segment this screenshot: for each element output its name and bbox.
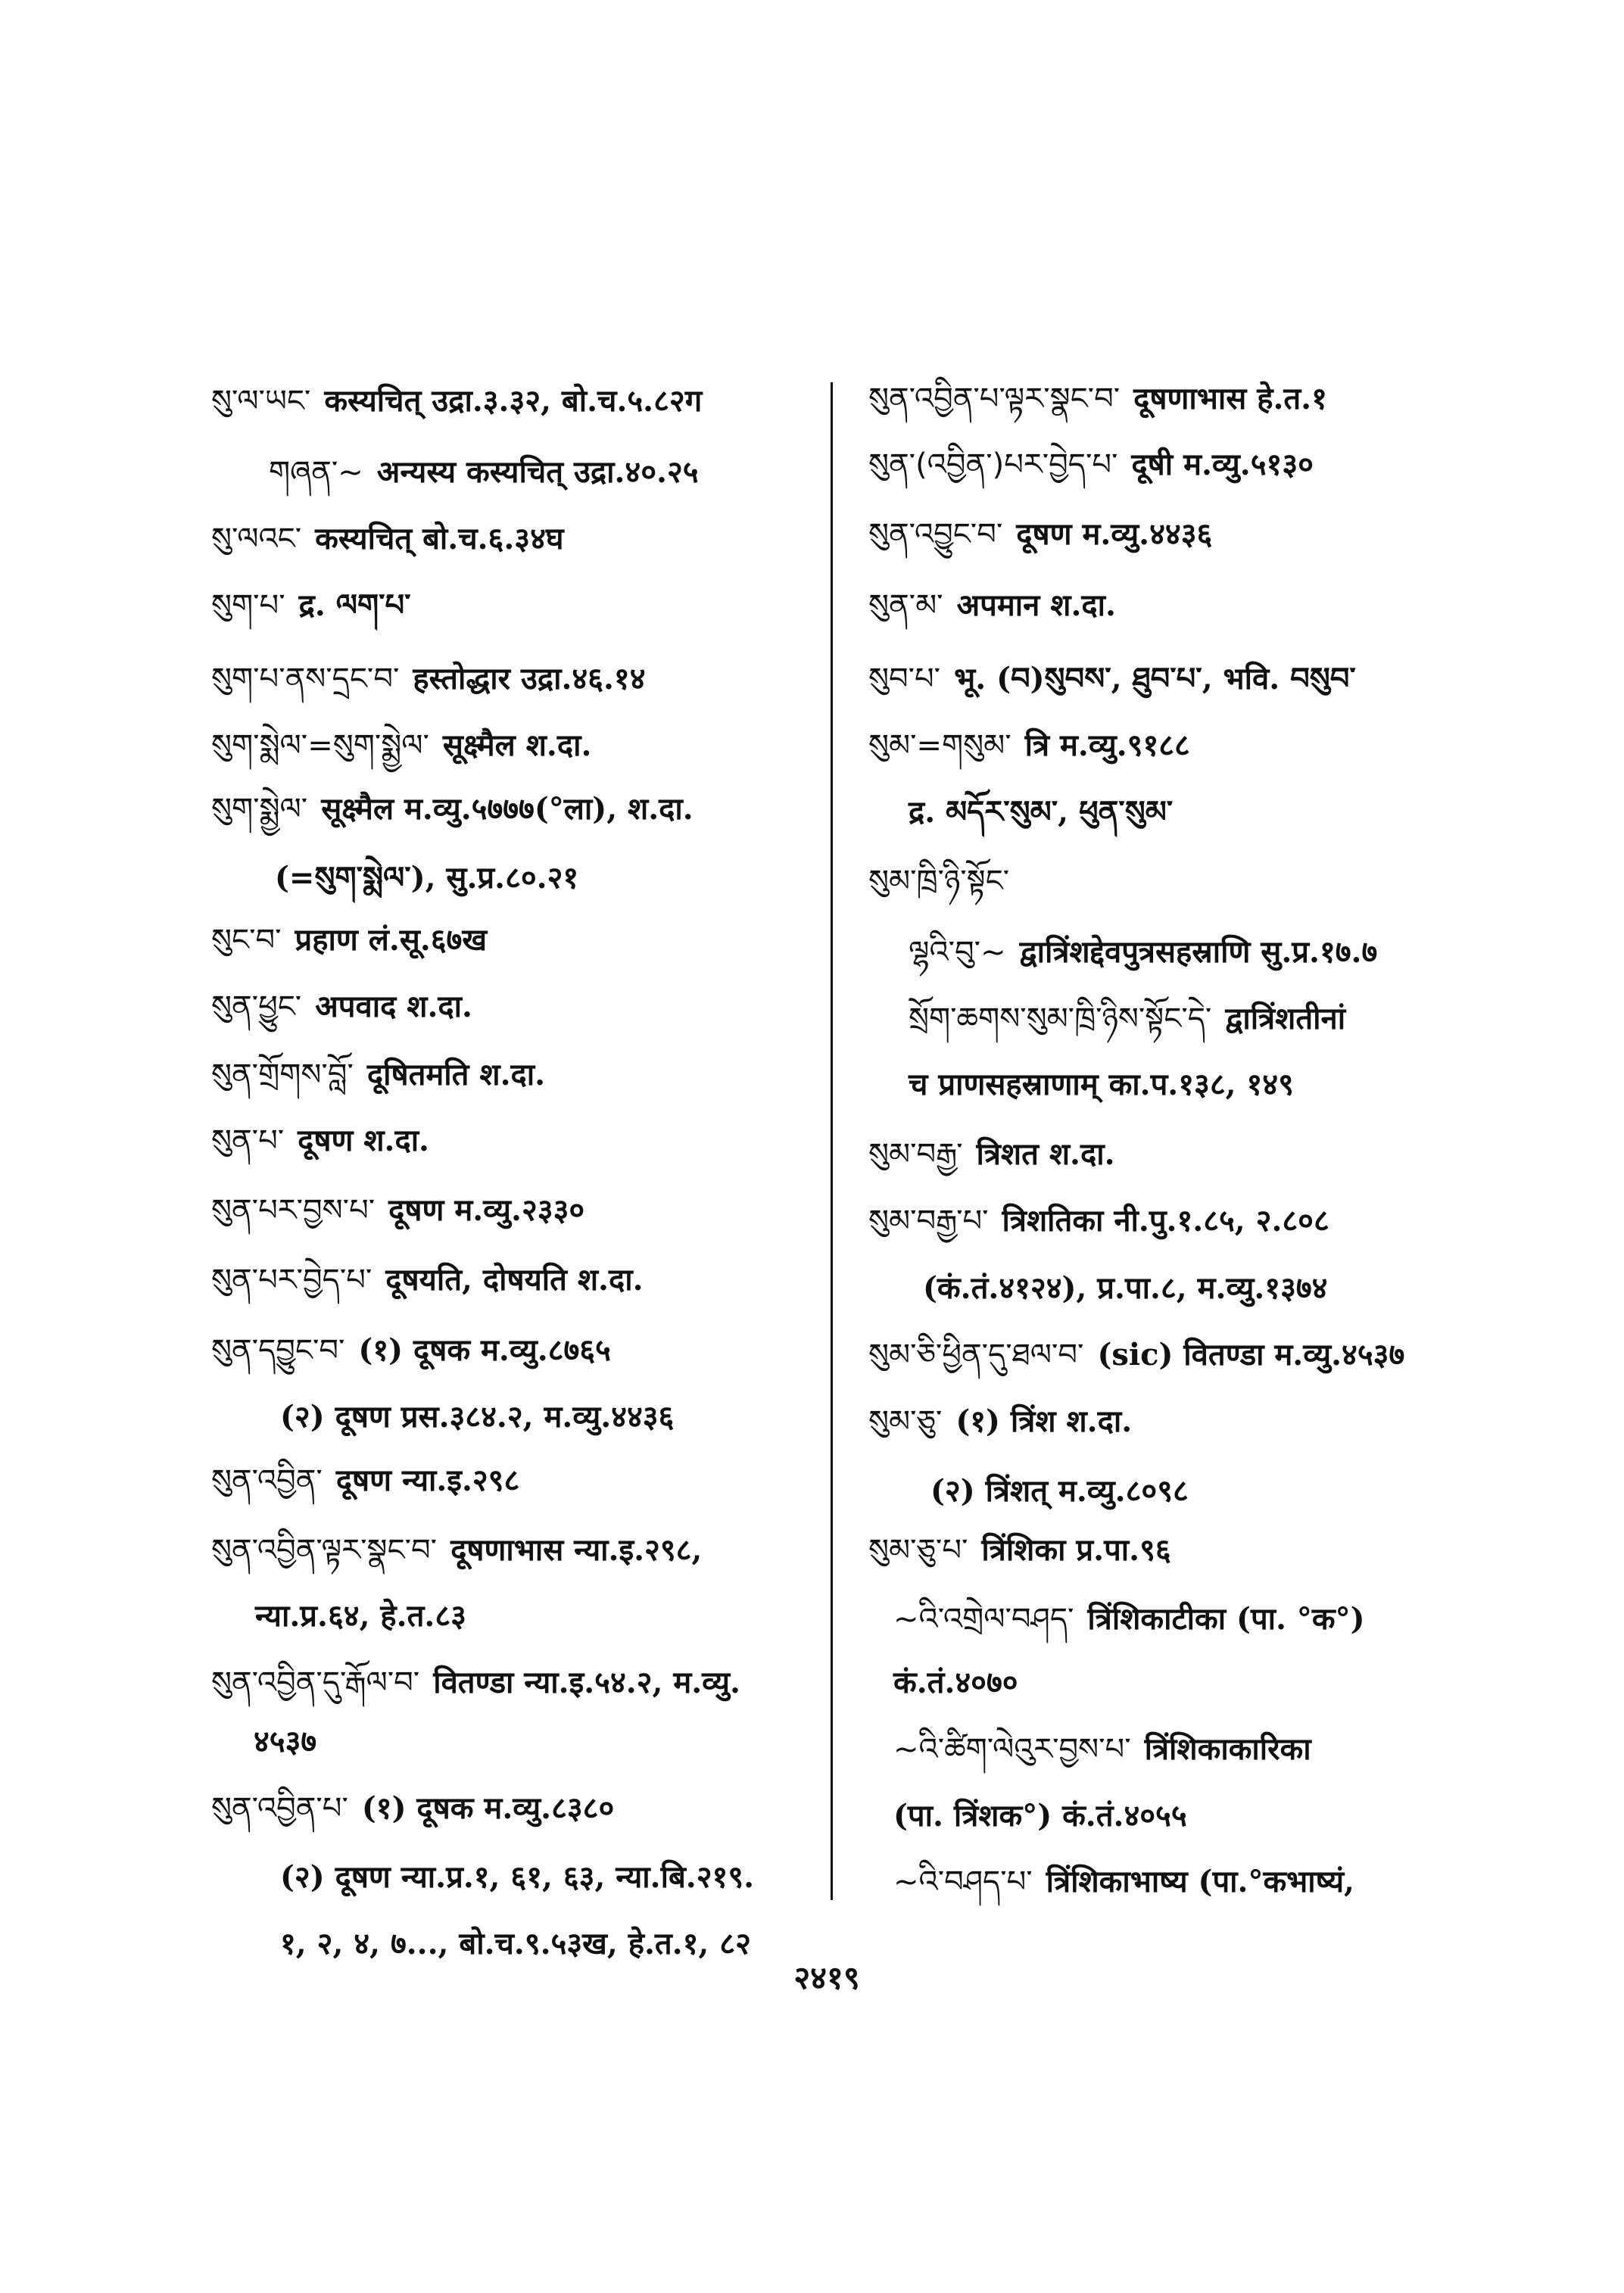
entry-gloss: द्वात्रिंशद्देवपुत्रसहस्राणि सु.प्र.१७.७ bbox=[1019, 934, 1378, 970]
entry-gloss: ४५३७ bbox=[254, 1724, 317, 1759]
tibetan-headword: སུག་སྨེལ་=སུག་སྨྱེལ་ bbox=[211, 728, 429, 763]
page-number: २४१९ bbox=[793, 1959, 860, 1996]
entry-line bbox=[211, 724, 591, 767]
entry-line bbox=[211, 518, 564, 560]
entry-gloss: दूषी म.व्यु.५१३० bbox=[1131, 447, 1314, 482]
tibetan-headword: སུམ་ཅུ་ bbox=[868, 1404, 943, 1439]
entry-continuation bbox=[254, 1721, 316, 1763]
entry-line bbox=[211, 380, 702, 422]
entry-gloss: दूषितमति श.दा. bbox=[366, 1057, 546, 1092]
entry-gloss: कस्यचित् उद्रा.३.३२, बो.च.५.८२ग bbox=[324, 383, 703, 419]
entry-continuation bbox=[909, 1064, 1294, 1106]
entry-continuation bbox=[280, 1396, 674, 1438]
entry-gloss: सूक्ष्मैल म.व्यु.५७७७(°ला), श.दा. bbox=[321, 791, 694, 827]
entry-line bbox=[868, 513, 1212, 556]
entry-line bbox=[868, 1400, 1132, 1443]
entry-gloss: (२) त्रिंशत् म.व्यु.८०९८ bbox=[930, 1473, 1189, 1509]
tibetan-headword: སུན་པ་ bbox=[211, 1123, 285, 1158]
entry-gloss: दूषण न्या.इ.२९८ bbox=[335, 1463, 520, 1498]
entry-line bbox=[211, 1120, 429, 1162]
entry-gloss: च प्राणसहस्राणाम् का.प.१३८, १४९ bbox=[909, 1067, 1294, 1102]
tibetan-headword: སུན་འབྱིན་དུ་རྒོལ་བ་ bbox=[211, 1665, 420, 1700]
tibetan-headword: སུག་པ་ bbox=[211, 588, 285, 623]
tibetan-headword: སུན་གྲོགས་བློ་ bbox=[211, 1058, 354, 1092]
entry-gloss: दूषण म.व्यु.४४३६ bbox=[1016, 516, 1213, 552]
entry-line bbox=[211, 1529, 702, 1572]
entry-gloss: त्रि म.व्यु.९१८८ bbox=[1024, 727, 1190, 763]
entry-gloss: (=སུག་སྨེལ་), सु.प्र.८०.२१ bbox=[275, 860, 579, 896]
entry-line bbox=[909, 931, 1377, 974]
entry-gloss: द्र. ལག་པ་ bbox=[298, 587, 411, 623]
entry-line bbox=[868, 1334, 1404, 1376]
entry-line bbox=[211, 1329, 611, 1372]
entry-gloss: प्रहाण लं.सू.६७ख bbox=[295, 922, 488, 958]
tibetan-headword: སུན་འབྱིན་པ་ལྟར་སྣང་བ་ bbox=[868, 382, 1121, 416]
entry-line bbox=[909, 998, 1345, 1040]
tibetan-headword: སུན་འབྱིན་པ་ bbox=[211, 1791, 348, 1826]
tibetan-headword: སུག་པ་ནས་དྲང་བ་ bbox=[211, 662, 400, 696]
entry-line bbox=[868, 658, 1356, 700]
entry-line bbox=[211, 986, 472, 1028]
tibetan-headword: སུན་འབྱུང་བ་ bbox=[868, 517, 1003, 552]
entry-gloss: १, २, ४, ७..., बो.च.९.५३ख, हे.त.१, ८२ bbox=[280, 1926, 751, 1961]
entry-line bbox=[211, 1460, 519, 1502]
tibetan-headword: སུ་ལ་ཡང་ bbox=[211, 384, 311, 419]
entry-gloss: त्रिंशिकाटीका (पा. °क°) bbox=[1087, 1601, 1365, 1637]
entry-gloss: (कं.तं.४१२४), प्र.पा.८, म.व्यु.१३७४ bbox=[923, 1270, 1328, 1306]
entry-gloss: हस्तोद्धार उद्रा.४६.१४ bbox=[413, 661, 646, 696]
entry-gloss: भू. (བ)སུབས་, ཐུབ་པ་, भवि. བསུབ་ bbox=[954, 661, 1356, 696]
entry-continuation bbox=[280, 1856, 754, 1899]
entry-continuation bbox=[930, 1470, 1189, 1513]
tibetan-headword: སུན་པར་བྱེད་པ་ bbox=[211, 1263, 372, 1298]
tibetan-headword: ~འི་ཚིག་ལེའུར་བྱས་པ་ bbox=[893, 1732, 1131, 1767]
entry-gloss: दूषणाभास न्या.इ.२९८, bbox=[450, 1532, 703, 1568]
entry-gloss: द्र. མདོར་སུམ་, ཕུན་སུམ་ bbox=[909, 794, 1174, 830]
entry-line bbox=[211, 919, 487, 961]
entry-line bbox=[211, 1189, 584, 1232]
entry-line bbox=[211, 1054, 545, 1096]
entry-line bbox=[211, 1787, 614, 1830]
entry-gloss: कं.तं.४०७० bbox=[893, 1665, 1018, 1700]
tibetan-headword: ~འི་འགྲེལ་བཤད་ bbox=[893, 1602, 1074, 1637]
entry-gloss: अपमान श.दा. bbox=[956, 587, 1116, 623]
entry-line bbox=[868, 1200, 1329, 1242]
entry-line bbox=[868, 1529, 1171, 1572]
tibetan-headword: སུན་མ་ bbox=[868, 588, 943, 623]
entry-gloss: त्रिशतिका नी.पु.१.८५, २.८०८ bbox=[1002, 1203, 1329, 1238]
tibetan-headword: སུག་སྨྱེལ་ bbox=[211, 792, 308, 827]
entry-gloss: दूषणाभास हे.त.१ bbox=[1133, 381, 1327, 416]
tibetan-headword: གཞན་~ bbox=[269, 455, 363, 490]
entry-line bbox=[868, 1133, 1115, 1176]
entry-line bbox=[211, 788, 694, 830]
tibetan-headword: སུམ་བརྒྱ་པ་ bbox=[868, 1204, 989, 1238]
entry-gloss: कस्यचित् बो.च.६.३४घ bbox=[315, 521, 564, 556]
tibetan-headword: སུབ་པ་ bbox=[868, 662, 941, 696]
entry-gloss: वितण्डा न्या.इ.५४.२, म.व्यु. bbox=[433, 1665, 740, 1700]
entry-gloss: (१) त्रिंश श.दा. bbox=[955, 1404, 1133, 1439]
entry-continuation bbox=[275, 857, 578, 899]
entry-continuation bbox=[893, 1662, 1018, 1704]
entry-gloss: त्रिंशिकाकारिका bbox=[1144, 1731, 1311, 1767]
entry-line bbox=[868, 378, 1327, 420]
tibetan-headword: སུམ་ཅུ་པ་ bbox=[868, 1533, 968, 1568]
entry-gloss: न्या.प्र.६४, हे.त.८३ bbox=[255, 1598, 466, 1634]
entry-line bbox=[868, 860, 1023, 902]
tibetan-headword: སྲོག་ཆགས་སུམ་ཁྲི་ཉིས་སྟོང་དེ་ bbox=[909, 1002, 1212, 1036]
entry-line bbox=[211, 1662, 740, 1704]
tibetan-headword: ལྷའི་བུ་~ bbox=[909, 935, 1006, 970]
entry-gloss: (१) दूषक म.व्यु.८७६५ bbox=[358, 1332, 611, 1368]
entry-gloss: दूषण म.व्यु.२३३० bbox=[388, 1192, 585, 1228]
entry-line bbox=[211, 584, 411, 627]
entry-line bbox=[211, 658, 646, 700]
entry-continuation bbox=[909, 791, 1173, 833]
entry-gloss: अन्यस्य कस्यचित् उद्रा.४०.२५ bbox=[376, 454, 699, 490]
tibetan-headword: སུམ་ཅི་ཕྱིན་དུ་ཐལ་བ་ bbox=[868, 1338, 1084, 1372]
entry-gloss: त्रिशत श.दा. bbox=[976, 1136, 1115, 1172]
tibetan-headword: སུན་དབྱུང་བ་ bbox=[211, 1333, 345, 1368]
entry-continuation bbox=[255, 1595, 466, 1637]
entry-gloss: द्वात्रिंशतीनां bbox=[1225, 1001, 1346, 1036]
entry-gloss: (पा. त्रिंशक°) कं.तं.४०५५ bbox=[893, 1798, 1187, 1833]
entry-line bbox=[211, 1259, 644, 1301]
entry-gloss: त्रिंशिका प्र.पा.९६ bbox=[981, 1532, 1171, 1568]
entry-gloss: (२) दूषण न्या.प्र.१, ६१, ६३, न्या.बि.२१९. bbox=[280, 1859, 755, 1895]
entry-gloss: (sic) वितण्डा म.व्यु.४५३७ bbox=[1097, 1337, 1405, 1372]
entry-line bbox=[893, 1728, 1311, 1771]
tibetan-headword: སུ་ལའང་ bbox=[211, 522, 302, 556]
entry-gloss: (२) दूषण प्रस.३८४.२, म.व्यु.४४३६ bbox=[280, 1399, 675, 1435]
entry-gloss: दूषयति, दोषयति श.दा. bbox=[385, 1262, 644, 1298]
entry-gloss: त्रिंशिकाभाष्य (पा.°कभाष्यं, bbox=[1046, 1864, 1354, 1899]
right-column bbox=[833, 0, 1545, 2293]
entry-line bbox=[868, 584, 1116, 627]
tibetan-headword: སུན་(འབྱིན་)པར་བྱེད་པ་ bbox=[868, 447, 1118, 482]
tibetan-headword: སུན་འབྱིན་ bbox=[211, 1463, 323, 1498]
entry-gloss: दूषण श.दा. bbox=[298, 1123, 429, 1158]
entry-line bbox=[893, 1598, 1365, 1640]
tibetan-headword: སུང་བ་ bbox=[211, 923, 282, 958]
entry-gloss: (१) दूषक म.व्यु.८३८० bbox=[361, 1790, 615, 1826]
tibetan-headword: སུམ་ཁྲི་ཉི་སྟོང་ bbox=[868, 864, 1010, 899]
tibetan-headword: སུན་པར་བྱས་པ་ bbox=[211, 1193, 376, 1228]
entry-line bbox=[269, 451, 699, 494]
tibetan-headword: སུན་འབྱིན་ལྟར་སྣང་བ་ bbox=[211, 1533, 438, 1568]
entry-continuation bbox=[893, 1795, 1187, 1837]
entry-gloss: सूक्ष्मैल श.दा. bbox=[442, 727, 592, 763]
entry-continuation bbox=[280, 1923, 751, 1965]
tibetan-headword: སུན་ཕྱུང་ bbox=[211, 989, 302, 1024]
tibetan-headword: སུམ་བརྒྱ་ bbox=[868, 1137, 963, 1172]
tibetan-headword: སུམ་=གསུམ་ bbox=[868, 728, 1011, 763]
entry-gloss: अपवाद श.दा. bbox=[315, 989, 472, 1024]
tibetan-headword: ~འི་བཤད་པ་ bbox=[893, 1865, 1033, 1899]
entry-line bbox=[868, 724, 1190, 767]
entry-line bbox=[893, 1861, 1354, 1903]
entry-continuation bbox=[923, 1267, 1327, 1310]
entry-line bbox=[868, 444, 1314, 486]
